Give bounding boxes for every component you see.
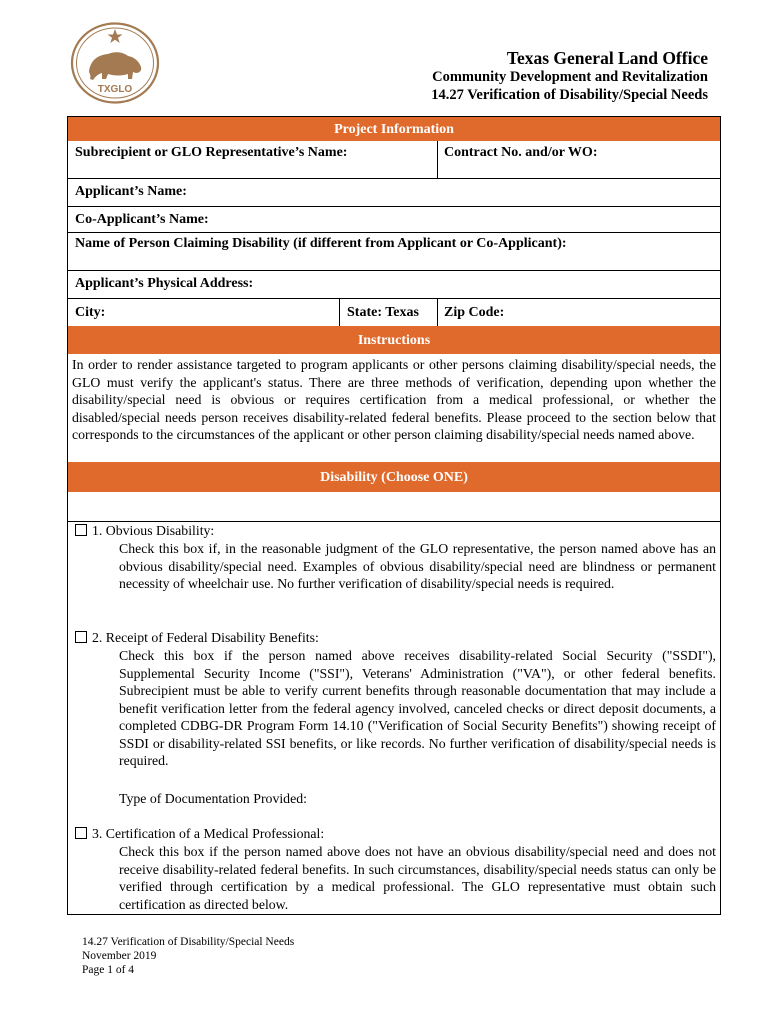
txglo-logo [70,22,160,104]
city-field[interactable]: City: [75,305,106,320]
logo-text: TXGLO [97,84,133,95]
project-information-header: Project Information [68,117,720,141]
option-federal-benefits-text: Check this box if the person named above receives disability-related Social Security ("SSDI"), Supplemental Security Income ("SSI"), Veterans' Administration ("VA"), or other federal benefits. Subrecipient must be able to verify current benefits through reasonable documentation that may include a benefit verification letter from the federal agency involved, canceled checks or direct deposit documents, a completed CDBG-DR Program Form 14.10 ("Verification of Social Security Benefits") showing receipt of SSDI or disability-related SSI benefits, or like records. No further verification of disability/special needs is required. [119,648,716,768]
option-medical-certification-label: 3. Certification of a Medical Professional: [92,826,325,841]
footer-date: November 2019 [82,950,157,962]
verification-form [67,116,721,915]
disability-header: Disability (Choose ONE) [68,462,720,492]
option-obvious-disability-label: 1. Obvious Disability: [92,523,215,538]
subrecipient-name-field[interactable]: Subrecipient or GLO Representative’s Name: [75,145,348,160]
checkbox-federal-benefits[interactable] [75,631,87,643]
option-medical-certification-text: Check this box if the person named above does not have an obvious disability/special need and does not receive disability-related federal benefits. In such circumstances, disability/special needs status can only be verified through certification by a medical professional. The GLO representative must obtain such certification as directed below. [119,844,716,912]
footer-form-name: 14.27 Verification of Disability/Special Needs [82,936,295,948]
instructions-header: Instructions [68,326,720,354]
footer-page-number: Page 1 of 4 [82,964,135,976]
checkbox-medical-certification[interactable] [75,827,87,839]
checkbox-obvious-disability[interactable] [75,524,87,536]
contract-number-field[interactable]: Contract No. and/or WO: [444,145,598,160]
form-title: 14.27 Verification of Disability/Special Needs [431,87,708,103]
option-obvious-disability[interactable] [75,522,214,540]
division-subtitle: Community Development and Revitalization [432,69,708,85]
co-applicant-name-field[interactable]: Co-Applicant’s Name: [75,212,209,227]
state-field: State: Texas [347,305,419,320]
option-federal-benefits[interactable] [75,629,319,647]
option-federal-benefits-label: 2. Receipt of Federal Disability Benefits: [92,630,319,645]
agency-title: Texas General Land Office [506,48,708,68]
option-medical-certification[interactable] [75,825,324,843]
person-claiming-disability-field[interactable]: Name of Person Claiming Disability (if different from Applicant or Co-Applicant): [75,236,567,251]
option-obvious-disability-text: Check this box if, in the reasonable judgment of the GLO representative, the person named above has an obvious disability/special need. Examples of obvious disability/special need are blindness or permanent necessity of wheelchair use. No further verification of disability/special needs is required. [119,541,716,591]
applicant-name-field[interactable]: Applicant’s Name: [75,184,187,199]
physical-address-field[interactable]: Applicant’s Physical Address: [75,276,254,291]
instructions-text: In order to render assistance targeted to program applicants or other persons claiming disability/special needs, the GLO must verify the applicant's status. There are three methods of verification, depending upon whether the disability/special need is obvious or requires certification from a medical professional, or whether the disabled/special needs person receives disability-related federal benefits. Please proceed to the section below that corresponds to the circumstances of the applicant or other person claiming disability/special needs named above. [72,357,716,442]
documentation-provided-field[interactable]: Type of Documentation Provided: [119,791,307,806]
zip-code-field[interactable]: Zip Code: [444,305,505,320]
